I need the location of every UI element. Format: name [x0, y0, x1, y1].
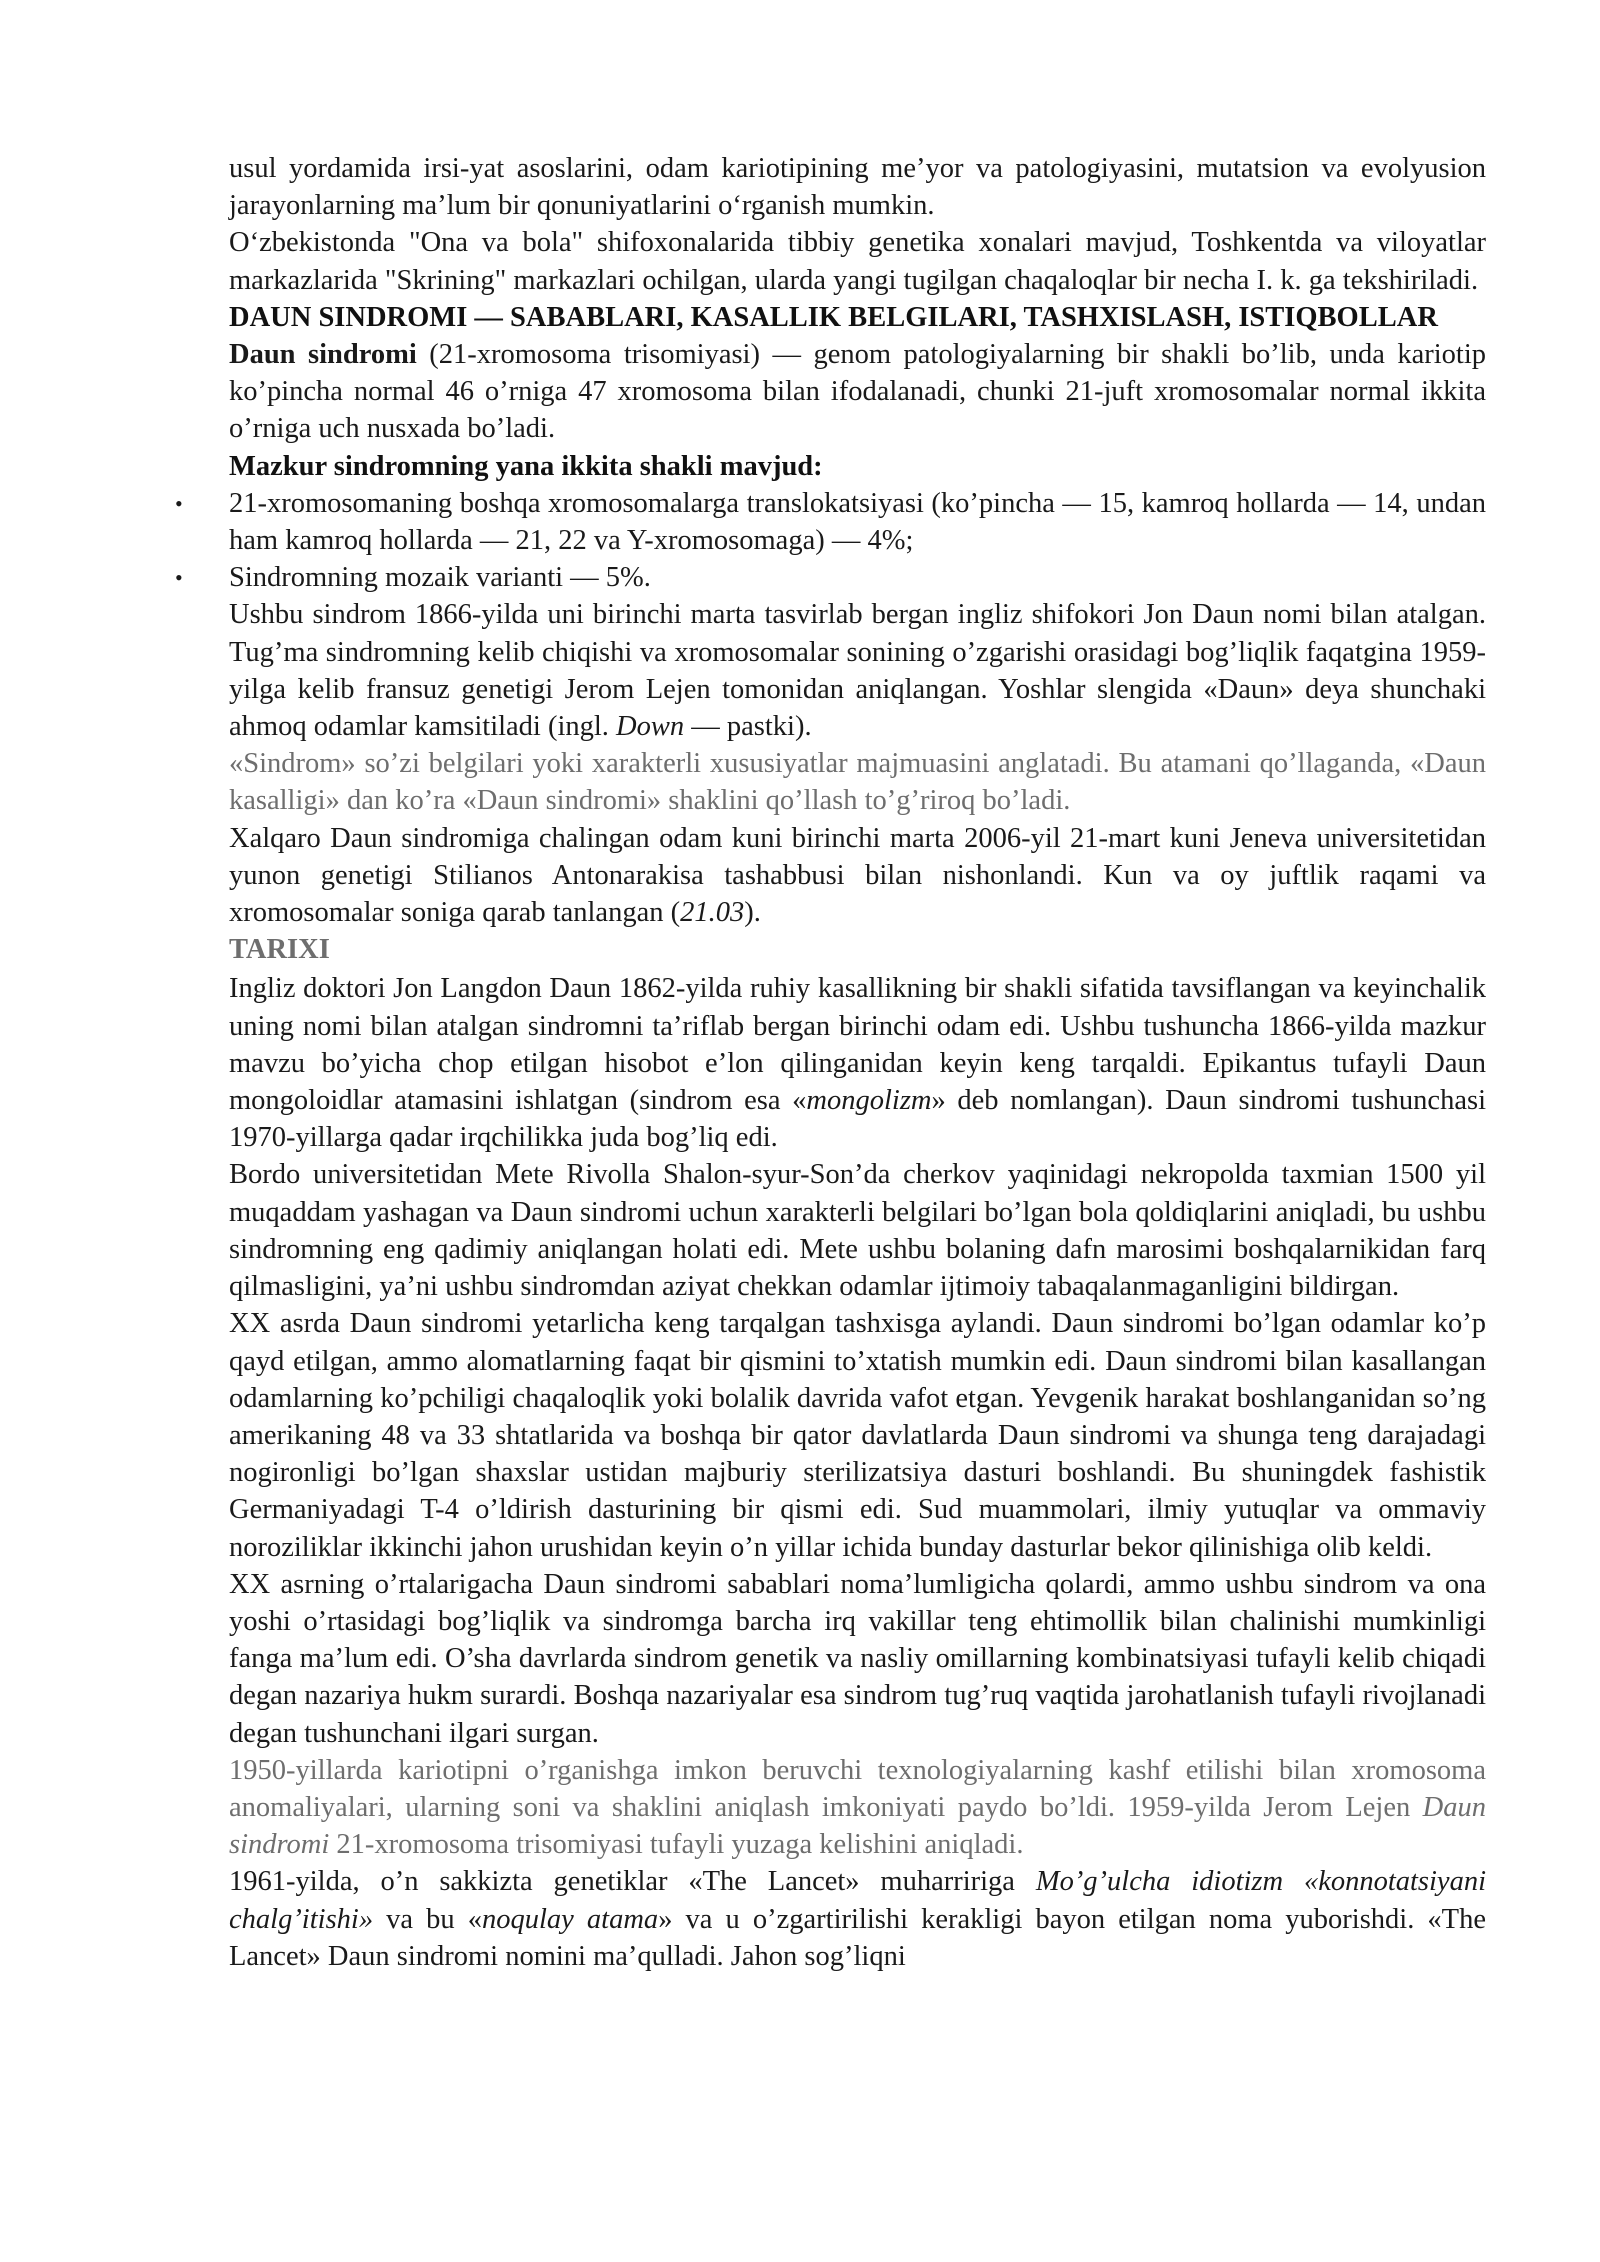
history-langdon-text-b: » deb nomlangan). Daun sindromi tushunchasi 1970-yillarga qadar irqchilikka juda bog’liq edi.: [229, 1085, 1486, 1154]
document-page: [175, 150, 1487, 1975]
paragraph-history-bordo: [229, 1156, 1486, 1305]
international-day-text-b: ).: [744, 897, 761, 929]
name-origin-text-b: — pastki).: [684, 711, 812, 743]
history-1961-italic-2: noqulay atama: [482, 1903, 659, 1935]
history-xx-century-text: XX asrda Daun sindromi yetarlicha keng tarqalgan tashxisga aylandi. Daun sindromi bo’lgan odamlar ko’p qayd etilgan, ammo alomatlarning faqat bir qismini to’xtatish mumkin edi. Daun sindromi bilan kasallangan odamlarning ko’pchiligi chaqaloqlik yoki bolalik davrida vafot etgan. Yevgenik harakat boshlanganidan so’ng amerikaning 48 va 33 shtatlarida va boshqa bir qator davlatlarda Daun sindromi va shunga teng darajadagi nogironligi bo’lgan shaxslar ustidan majburiy sterilizatsiya dasturi boshlandi. Bu shuningdek fashistik Germaniyadagi T-4 o’ldirish dasturining bir qismi edi. Sud muammolari, ilmiy yutuqlar va ommaviy noroziliklar ikkinchi jahon urushidan keyin o’n yillar ichida bunday dasturlar bekor qilinishiga olib keldi.: [229, 1308, 1486, 1563]
paragraph-international-day: [229, 820, 1486, 932]
paragraph-name-origin: [229, 596, 1486, 745]
term-daun-sindromi: Daun sindromi: [229, 339, 417, 371]
forms-heading: [229, 448, 1486, 485]
paragraph-history-langdon: [229, 970, 1486, 1156]
forms-list: [175, 485, 1486, 597]
section-heading-tarixi: [229, 931, 1486, 968]
definition-text: (21-xromosoma trisomiyasi) — genom patologiyalarning bir shakli bo’lib, unda kariotip ko’pincha normal 46 o’rniga 47 xromosoma bilan ifodalanadi, chunki 21-juft xromosomalar normal ikkita o’rniga uch nusxada bo’ladi.: [229, 339, 1486, 445]
international-day-date: 21.03: [680, 897, 745, 929]
history-1950s-italic: Daun sindromi: [229, 1791, 1486, 1861]
name-origin-italic: Down: [616, 711, 685, 743]
bullet-icon: •: [175, 490, 183, 516]
list-item: [175, 559, 1486, 596]
history-1961-italic-1: Mo’g’ulcha idiotizm «konnotatsiyani chalg’itishi»: [229, 1866, 1487, 1935]
list-item: [175, 485, 1486, 559]
list-item-text: 21-xromosomaning boshqa xromosomalarga translokatsiyasi (ko’pincha — 15, kamroq hollarda — 14, undan ham kamroq hollarda — 21, 22 va Y-xromosomaga) — 4%;: [229, 487, 1486, 557]
history-mid-century-text: XX asrning o’rtalarigacha Daun sindromi sabablari noma’lumligicha qolardi, ammo ushbu sindrom va ona yoshi o’rtasidagi bog’liqlik va sindromga barcha irq vakillar teng ehtimollik bilan chalinishi mumkinligi fanga ma’lum edi. O’sha davrlarda sindrom genetik va nasliy omillarning kombinatsiyasi tufayli kelib chiqadi degan nazariya hukm surardi. Boshqa nazariyalar esa sindrom tug’ruq vaqtida jarohatlanish tufayli rivojlanadi degan tushunchani ilgari surgan.: [229, 1568, 1486, 1749]
forms-heading-text: Mazkur sindromning yana ikkita shakli mavjud:: [229, 450, 823, 482]
history-1961-text-c: » va u o’zgartirilishi kerakligi bayon etilgan noma yuborishdi. «The Lancet» Daun sindromi nomini ma’qulladi. Jahon sog’liqni: [229, 1903, 1486, 1972]
history-1961-text-a: 1961-yilda, o’n sakkizta genetiklar «The Lancet» muharririga: [229, 1866, 1036, 1898]
section-heading-daun-text: DAUN SINDROMI — SABABLARI, KASALLIK BELGILARI, TASHXISLASH, ISTIQBOLLAR: [229, 301, 1438, 333]
paragraph-sindrom-note: [229, 745, 1486, 819]
paragraph-uzbekistan: [229, 224, 1486, 298]
paragraph-history-mid-century: [229, 1566, 1486, 1752]
history-langdon-text-a: Ingliz doktori Jon Langdon Daun 1862-yilda ruhiy kasallikning bir shakli sifatida tavsiflangan va keyinchalik uning nomi bilan atalgan sindromni ta’riflab bergan birinchi odam edi. Ushbu tushuncha 1866-yilda mazkur mavzu bo’yicha chop etilgan hisobot e’lon qilinganidan keyin keng tarqaldi. Epikantus tufayli Daun mongoloidlar atamasini ishlatgan (sindrom esa «: [229, 973, 1486, 1117]
bullet-icon: •: [175, 565, 183, 591]
section-heading-tarixi-text: TARIXI: [229, 934, 330, 966]
history-bordo-text: Bordo universitetidan Mete Rivolla Shalon-syur-Son’da cherkov yaqinidagi nekropolda taxmian 1500 yil muqaddam yashagan va Daun sindromi uchun xarakterli belgilari bo’lgan bola qoldiqlarini aniqladi, bu ushbu sindromning eng qadimiy aniqlangan holati edi. Mete ushbu bolaning dafn marosimi boshqalarnikidan farq qilmasligini, ya’ni ushbu sindromdan aziyat chekkan odamlar ijtimoiy tabaqalanmaganligini bildirgan.: [229, 1159, 1486, 1303]
paragraph-intro: [229, 150, 1486, 224]
history-langdon-italic: mongolizm: [806, 1085, 932, 1117]
international-day-text-a: Xalqaro Daun sindromiga chalingan odam kuni birinchi marta 2006-yil 21-mart kuni Jeneva universitetidan yunon genetigi Stilianos Antonarakisa tashabbusi bilan nishonlandi. Kun va oy juftlik raqami va xromosomalar soniga qarab tanlangan (: [229, 822, 1486, 929]
paragraph-history-1950s: [229, 1752, 1486, 1864]
name-origin-text-a: Ushbu sindrom 1866-yilda uni birinchi marta tasvirlab bergan ingliz shifokori Jon Daun nomi bilan atalgan. Tug’ma sindromning kelib chiqishi va xromosomalar sonining o’zgarishi orasidagi bog’liqlik faqatgina 1959-yilga kelib fransuz genetigi Jerom Lejen tomonidan aniqlangan. Yoshlar slengida «Daun» deya shunchaki ahmoq odamlar kamsitiladi (ingl.: [229, 599, 1486, 743]
history-1950s-text-b: 21-xromosoma trisomiyasi tufayli yuzaga kelishini aniqladi.: [329, 1829, 1024, 1861]
paragraph-definition: [229, 336, 1486, 448]
sindrom-note-text: «Sindrom» so’zi belgilari yoki xarakterli xususiyatlar majmuasini anglatadi. Bu atamani qo’llaganda, «Daun kasalligi» dan ko’ra «Daun sindromi» shaklini qo’llash to’g’riroq bo’ladi.: [229, 748, 1486, 817]
paragraph-uzbekistan-text: O‘zbekistonda "Ona va bola" shifoxonalarida tibbiy genetika xonalari mavjud, Toshkentda va viloyatlar markazlarida "Skrining" markazlari ochilgan, ularda yangi tugilgan chaqaloqlar bir necha I. k. ga tekshiriladi.: [229, 227, 1486, 296]
section-heading-daun: [229, 299, 1486, 336]
paragraph-history-1961: [229, 1863, 1486, 1975]
paragraph-history-xx-century: [229, 1305, 1486, 1565]
list-item-text: Sindromning mozaik varianti — 5%.: [229, 562, 651, 594]
history-1961-text-b: va bu «: [373, 1903, 483, 1935]
history-1950s-text-a: 1950-yillarda kariotipni o’rganishga imkon beruvchi texnologiyalarning kashf etilishi bilan xromosoma anomaliyalari, ularning soni va shaklini aniqlash imkoniyati paydo bo’ldi. 1959-yilda Jerom Lejen: [229, 1754, 1486, 1823]
paragraph-intro-text: usul yordamida irsi-yat asoslarini, odam kariotipining me’yor va patologiyasini, mutatsion va evolyusion jarayonlarning ma’lum bir qonuniyatlarini o‘rganish mumkin.: [229, 153, 1486, 222]
